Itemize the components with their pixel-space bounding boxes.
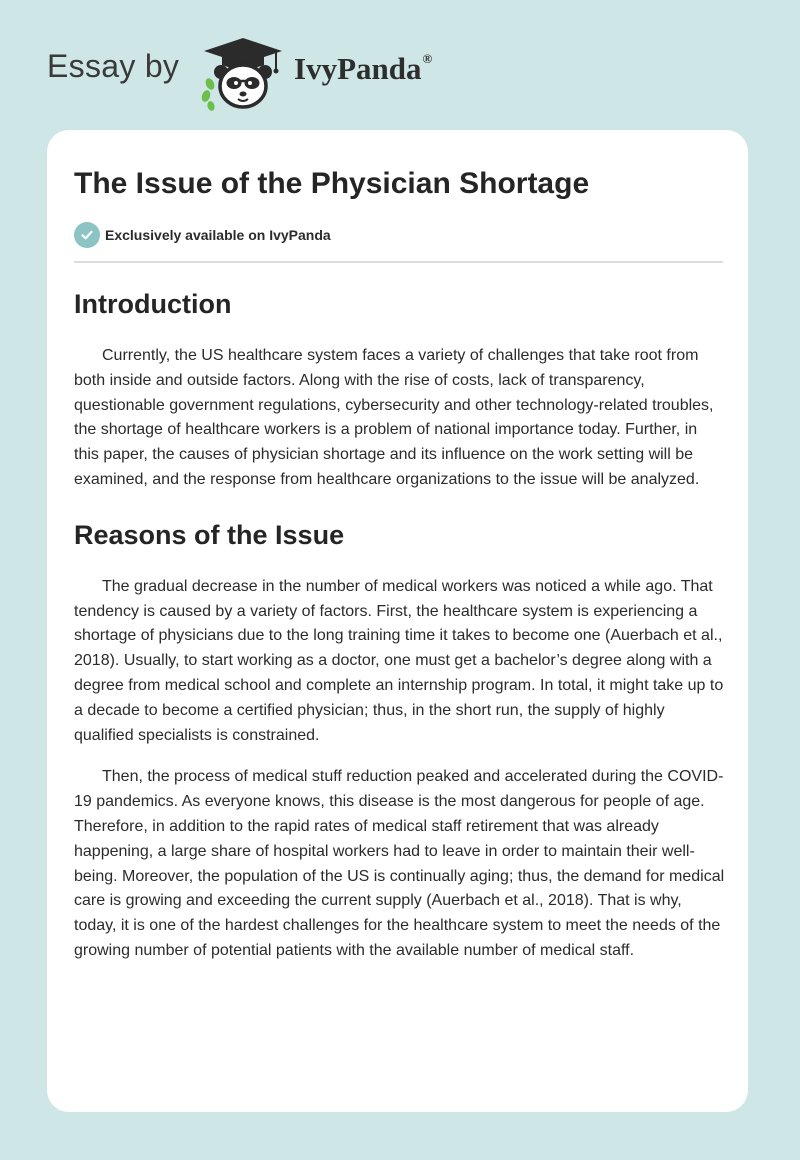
reasons-paragraph-2: Then, the process of medical stuff reduction peaked and accelerated during the COVID-19 pandemics. As everyone knows, this disease is the most dangerous for people of age. Therefore, in addition to the rapid rates of medical staff retirement that was already happening, a large share of hospital workers had to leave in order to maintain their well-being. Moreover, the population of the US is continually aging; thus, the demand for medical care is growing and exceeding the current supply (Auerbach et al., 2018). That is why, today, it is one of the hardest challenges for the healthcare system to meet the needs of the growing number of potential patients with the available number of medical staff. [74,768,725,959]
essay-card [47,130,748,1112]
exclusive-badge [74,222,331,248]
essay-body [74,280,726,964]
introduction-paragraph: Currently, the US healthcare system faces a variety of challenges that take root from both inside and outside factors. Along with the rise of costs, lack of transparency, questionable government regulations, cybersecurity and other technology-related troubles, the shortage of healthcare workers is a problem of national importance today. Further, in this paper, the causes of physician shortage and its influence on the work setting will be examined, and the response from healthcare organizations to the issue will be analyzed. [74,347,714,488]
registered-trademark: ® [422,50,433,66]
essay-by-label: Essay by [47,48,180,84]
section-heading-reasons: Reasons of the Issue [74,519,345,550]
section-heading-introduction: Introduction [74,289,232,319]
brand-name-text: IvyPanda [294,51,422,86]
brand-name[interactable] [294,51,432,87]
exclusive-badge-label: Exclusively available on IvyPanda [105,227,331,243]
site-header [47,30,747,110]
title-divider [74,261,723,263]
page-title: The Issue of the Physician Shortage [74,167,590,200]
ivypanda-panda-logo-icon [200,36,286,112]
checkmark-icon [74,222,100,248]
reasons-paragraph-1: The gradual decrease in the number of medical workers was noticed a while ago. That tendency is caused by a variety of factors. First, the healthcare system is experiencing a shortage of physicians due to the long training time it takes to become one (Auerbach et al., 2018). Usually, to start working as a doctor, one must get a bachelor’s degree along with a degree from medical school and complete an internship program. In total, it might take up to a decade to become a certified physician; thus, in the short run, the supply of highly qualified specialists is constrained. [74,577,724,744]
